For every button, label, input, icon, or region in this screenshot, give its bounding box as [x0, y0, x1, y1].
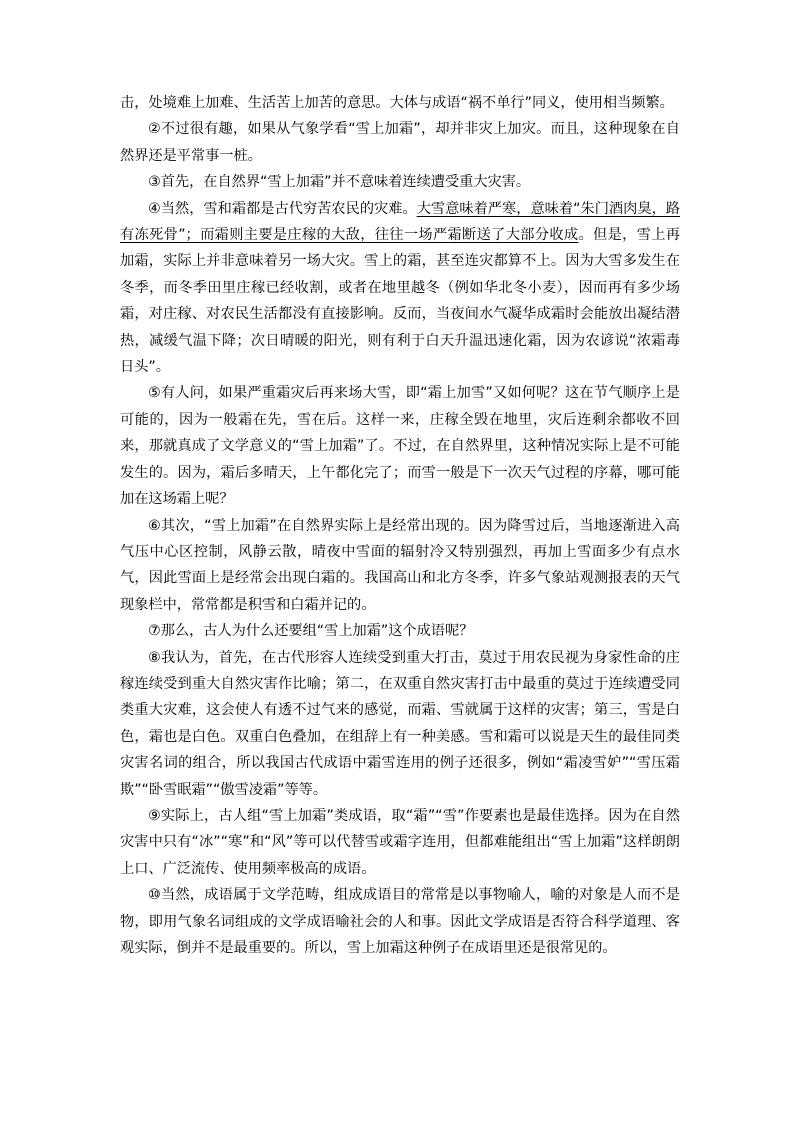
underlined-text: 大雪意味着严寒，意味着“朱门酒肉臭，路有冻死骨”；而霜则主要是庄稼的大敌，往往一场严霜断送了大部分收成 [120, 200, 680, 244]
text-segment: 击，处境难上加难、生活苦上加苦的意思。大体与成语“祸不单行”同义，使用相当频繁。 [120, 95, 674, 111]
paragraph-3 [120, 169, 680, 195]
paragraph-9 [120, 803, 680, 882]
document-body [120, 90, 680, 961]
text-segment: ⑤有人问，如果严重霜灾后再来场大雪，即“霜上加雪”又如何呢？这在节气顺序上是可能的，因为一般霜在先，雪在后。这样一来，庄稼全毁在地里，灾后连剩余都收不回来，那就真成了文学意义的“雪上加霜”了。不过，在自然界里，这种情况实际上是不可能发生的。因为，霜后多晴天，上午都化完了；而雪一般是下一次天气过程的序幕，哪可能加在这场霜上呢？ [120, 385, 680, 508]
text-segment: ⑨实际上，古人组“雪上加霜”类成语，取“霜”“雪”作要素也是最佳选择。因为在自然灾害中只有“冰”“寒”和“风”等可以代替雪或霜字连用，但都难能组出“雪上加霜”这样朗朗上口、广泛流传、使用频率极高的成语。 [120, 807, 680, 877]
paragraph-8 [120, 645, 680, 803]
paragraph-2 [120, 116, 680, 169]
text-segment: ④当然，雪和霜都是古代穷苦农民的灾难。 [148, 200, 417, 217]
text-segment: ⑥其次，“雪上加霜”在自然界实际上是经常出现的。因为降雪过后，当地逐渐进入高气压中心区控制，风静云散，晴夜中雪面的辐射冷又特别强烈，再加上雪面多少有点水气，因此雪面上是经常会出现白霜的。我国高山和北方冬季，许多气象站观测报表的天气现象栏中，常常都是积雪和白霜并记的。 [120, 517, 680, 613]
paragraph-10 [120, 882, 680, 961]
text-segment: ⑩当然，成语属于文学范畴，组成成语目的常常是以事物喻人，喻的对象是人而不是物，即用气象名词组成的文学成语喻社会的人和事。因此文学成语是否符合科学道理、客观实际，倒并不是最重要的。所以，雪上加霜这种例子在成语里还是很常见的。 [120, 887, 680, 956]
text-segment: ②不过很有趣，如果从气象学看“雪上加霜”，却并非灾上加灾。而且，这种现象在自然界还是平常事一桩。 [120, 121, 680, 164]
text-segment: ⑧我认为，首先，在古代形容人连续受到重大打击，莫过于用农民视为身家性命的庄稼连续受到重大自然灾害作比喻；第二，在双重自然灾害打击中最重的莫过于连续遭受同类重大灾难，这会使人有透不过气来的感觉，而霜、雪就属于这样的灾害；第三，雪是白色，霜也是白色。双重白色叠加，在组辞上有一种美感。雪和霜可以说是天生的最佳同类灾害名词的组合，所以我国古代成语中霜雪连用的例子还很多，例如“霜凌雪妒”“雪压霜欺”“卧雪眠霜”“傲雪凌霜”等等。 [120, 649, 680, 798]
paragraph-continuation [120, 90, 680, 116]
text-segment: 。但是，雪上再加霜，实际上并非意味着另一场大灾。雪上的霜，甚至连灾都算不上。因为大雪多发生在冬季，而冬季田里庄稼已经收割，或者在地里越冬（例如华北冬小麦），因而再有多少场霜，对庄稼、对农民生活都没有直接影响。反而，当夜间水气凝华成霜时会能放出凝结潜热，减缓气温下降；次日晴暖的阳光，则有利于白天升温迅速化霜，因为农谚说“浓霜毒日头”。 [120, 227, 680, 376]
text-segment: ⑦那么，古人为什么还要组“雪上加霜”这个成语呢？ [148, 623, 474, 640]
paragraph-5 [120, 380, 680, 512]
paragraph-4 [120, 196, 680, 381]
paragraph-7 [120, 618, 680, 644]
paragraph-6 [120, 513, 680, 619]
text-segment: ③首先，在自然界“雪上加霜”并不意味着连续遭受重大灾害。 [148, 174, 531, 191]
